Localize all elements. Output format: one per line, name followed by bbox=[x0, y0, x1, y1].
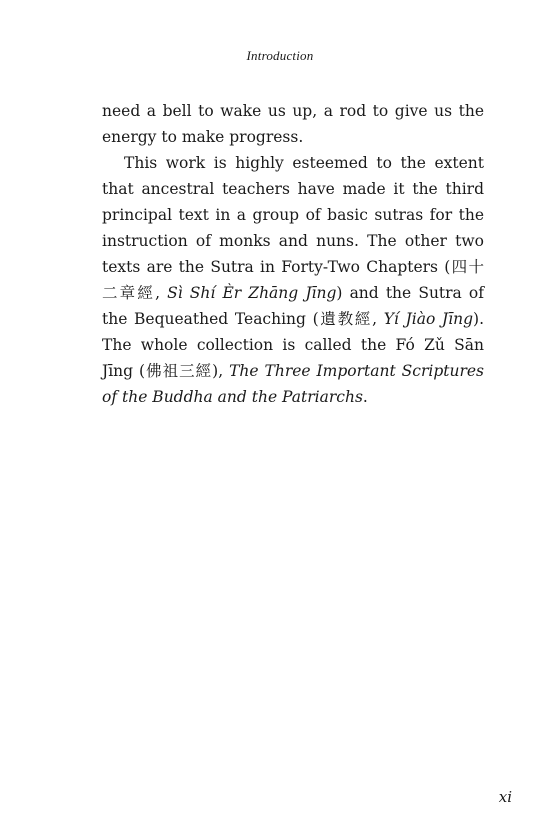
body-text bbox=[102, 98, 484, 410]
chinese-title-bequeathed-teaching: 遺教經 bbox=[318, 310, 373, 328]
paragraph-main bbox=[102, 150, 484, 410]
pinyin-bequeathed-teaching: Yí Jiào Jīng bbox=[383, 310, 474, 328]
p2-text-6: ), bbox=[212, 362, 230, 380]
p2-text-2: , bbox=[155, 284, 168, 302]
paragraph-continuation: need a bell to wake us up, a rod to give us the energy to make progress. bbox=[102, 102, 484, 146]
english-title-three-scriptures: The Three Important Scriptures of the Buddha and the Patriarchs bbox=[102, 362, 484, 406]
chinese-title-forty-two-chapters: 四十二章經 bbox=[102, 258, 484, 302]
pinyin-forty-two-chapters: Sì Shí Èr Zhāng Jīng bbox=[167, 284, 337, 302]
p2-text-4: , bbox=[372, 310, 384, 328]
running-head: Introduction bbox=[246, 48, 314, 63]
p2-text-1: This work is highly esteemed to the extent that ancestral teachers have made it the third principal text in a group of basic sutras for the instruction of monks and nuns. The other two texts are the Sutra in Forty-Two Chapters ( bbox=[102, 154, 484, 276]
p2-text-5: ). The whole collection is called the Fó Zǔ Sān Jīng ( bbox=[102, 310, 484, 380]
p2-text-3: ) and the Sutra of the Bequeathed Teaching ( bbox=[102, 284, 484, 328]
chinese-title-three-scriptures: 佛祖三經 bbox=[145, 362, 213, 380]
p2-text-7: . bbox=[362, 388, 368, 406]
page-number: xi bbox=[498, 788, 512, 806]
